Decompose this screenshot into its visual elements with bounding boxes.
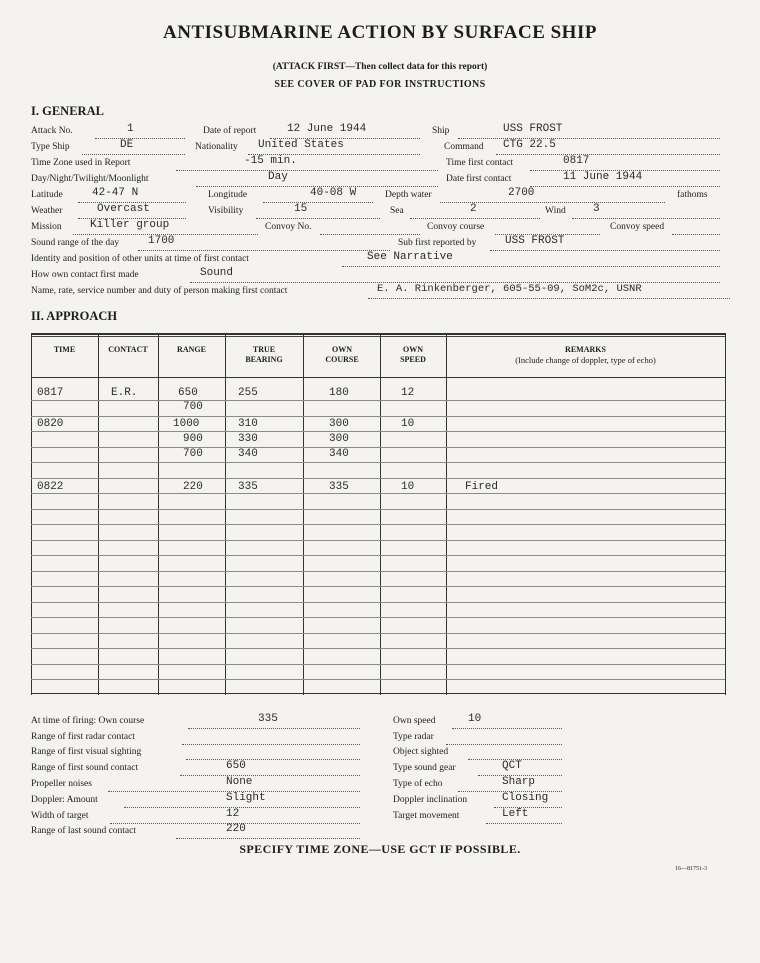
day-night-field[interactable]: Day: [268, 171, 288, 183]
type-radar-label: Type radar: [393, 732, 434, 742]
date-first-contact-field[interactable]: 11 June 1944: [563, 171, 643, 183]
table-cell-bearing: 330: [238, 433, 258, 445]
doppler-inclination-field[interactable]: Closing: [502, 792, 549, 804]
section-approach-heading: II. APPROACH: [31, 309, 118, 323]
type-echo-label: Type of echo: [393, 779, 443, 789]
table-rule: [31, 447, 725, 448]
table-cell-contact: E.R.: [111, 387, 138, 399]
nationality-label: Nationality: [195, 142, 238, 152]
table-rule: [31, 679, 725, 680]
latitude-label: Latitude: [31, 190, 63, 200]
visibility-field[interactable]: 15: [294, 203, 308, 215]
range-last-field[interactable]: 220: [226, 823, 246, 835]
table-cell-range: 900: [183, 433, 203, 445]
fathoms-unit: fathoms: [677, 190, 708, 200]
col-course-header: OWN COURSE: [325, 345, 359, 364]
table-cell-bearing: 255: [238, 387, 258, 399]
depth-water-field[interactable]: 2700: [508, 187, 535, 199]
table-cell-time: 0820: [37, 418, 64, 430]
date-of-report-field[interactable]: 12 June 1944: [287, 123, 367, 135]
table-cell-course: 340: [329, 448, 349, 460]
visibility-label: Visibility: [208, 206, 244, 216]
date-of-report-label: Date of report: [203, 126, 257, 136]
time-first-contact-label: Time first contact: [446, 158, 514, 168]
table-cell-course: 300: [329, 418, 349, 430]
type-ship-label: Type Ship: [31, 142, 70, 152]
table-rule: [31, 571, 725, 572]
time-zone-label: Time Zone used in Report: [31, 158, 131, 168]
table-cell-speed: 10: [401, 418, 415, 430]
table-rule: [31, 602, 725, 603]
table-rule: [31, 540, 725, 541]
col-time-header: TIME: [53, 345, 76, 354]
longitude-field[interactable]: 40-08 W: [310, 187, 357, 199]
command-field[interactable]: CTG 22.5: [503, 139, 556, 151]
col-speed-header: OWN SPEED: [400, 345, 426, 364]
width-target-field[interactable]: 12: [226, 808, 240, 820]
range-sound-label: Range of first sound contact: [31, 763, 139, 773]
table-cell-bearing: 310: [238, 418, 258, 430]
time-zone-field[interactable]: -15 min.: [244, 155, 297, 167]
day-night-label: Day/Night/Twilight/Moonlight: [31, 174, 149, 184]
col-bearing-header: TRUE BEARING: [245, 345, 283, 364]
time-first-contact-field[interactable]: 0817: [563, 155, 590, 167]
convoy-speed-label: Convoy speed: [610, 222, 665, 232]
table-cell-course: 300: [329, 433, 349, 445]
table-cell-speed: 12: [401, 387, 415, 399]
ship-field[interactable]: USS FROST: [503, 123, 563, 135]
identity-position-field[interactable]: See Narrative: [367, 251, 453, 263]
latitude-field[interactable]: 42-47 N: [92, 187, 139, 199]
table-rule: [31, 555, 725, 556]
own-speed-field[interactable]: 10: [468, 713, 482, 725]
sub-first-reported-label: Sub first reported by: [398, 238, 477, 248]
weather-label: Weather: [31, 206, 63, 216]
wind-label: Wind: [545, 206, 566, 216]
table-cell-time: 0817: [37, 387, 64, 399]
type-ship-field[interactable]: DE: [120, 139, 134, 151]
col-range-header: RANGE: [177, 345, 206, 354]
form-number: 16—81751-3: [675, 866, 707, 872]
table-rule: [31, 648, 725, 649]
range-radar-label: Range of first radar contact: [31, 732, 135, 742]
section-general-heading: I. GENERAL: [31, 104, 104, 118]
nationality-field[interactable]: United States: [258, 139, 344, 151]
table-rule: [31, 400, 725, 401]
width-target-label: Width of target: [31, 811, 89, 821]
table-rule: [31, 524, 725, 525]
table-rule: [31, 431, 725, 432]
col-remarks-header: REMARKS: [565, 345, 606, 354]
table-cell-range: 1000: [173, 418, 200, 430]
table-cell-time: 0822: [37, 481, 64, 493]
col-remarks-subheader: (Include change of doppler, type of echo): [515, 355, 656, 365]
mission-field[interactable]: Killer group: [90, 219, 170, 231]
range-visual-label: Range of first visual sighting: [31, 747, 142, 757]
propeller-label: Propeller noises: [31, 779, 92, 789]
table-cell-course: 180: [329, 387, 349, 399]
mission-label: Mission: [31, 222, 62, 232]
propeller-field[interactable]: None: [226, 776, 253, 788]
doppler-amount-field[interactable]: Slight: [226, 792, 266, 804]
own-course-label: At time of firing: Own course: [31, 716, 145, 726]
table-rule: [31, 462, 725, 463]
type-sound-gear-label: Type sound gear: [393, 763, 456, 773]
type-echo-field[interactable]: Sharp: [502, 776, 536, 788]
table-cell-range: 650: [178, 387, 198, 399]
form-instructions: SEE COVER OF PAD FOR INSTRUCTIONS: [274, 79, 486, 90]
identity-position-label: Identity and position of other units at time of first contact: [31, 254, 249, 264]
table-cell-range: 700: [183, 448, 203, 460]
table-cell-range: 220: [183, 481, 203, 493]
attack-no-label: Attack No.: [31, 126, 73, 136]
sea-label: Sea: [390, 206, 404, 216]
type-sound-gear-field[interactable]: QCT: [502, 760, 522, 772]
attack-no-field[interactable]: 1: [127, 123, 134, 135]
ship-label: Ship: [432, 126, 450, 136]
form-title: ANTISUBMARINE ACTION BY SURFACE SHIP: [163, 22, 597, 43]
date-first-contact-label: Date first contact: [446, 174, 512, 184]
table-cell-range: 700: [183, 401, 203, 413]
own-course-field[interactable]: 335: [258, 713, 278, 725]
target-movement-field[interactable]: Left: [502, 808, 529, 820]
wind-field[interactable]: 3: [593, 203, 600, 215]
table-cell-remarks: Fired: [465, 481, 499, 493]
convoy-no-label: Convoy No.: [265, 222, 312, 232]
table-rule: [31, 416, 725, 417]
table-rule: [31, 617, 725, 618]
doppler-inclination-label: Doppler inclination: [393, 795, 468, 805]
command-label: Command: [444, 142, 484, 152]
how-contact-field[interactable]: Sound: [200, 267, 234, 279]
sea-field[interactable]: 2: [470, 203, 477, 215]
table-rule: [31, 493, 725, 494]
form-subtitle: (ATTACK FIRST—Then collect data for this report): [272, 62, 488, 72]
range-sound-field[interactable]: 650: [226, 760, 246, 772]
approach-table: [31, 333, 725, 695]
table-rule: [31, 478, 725, 479]
name-rate-field[interactable]: E. A. Rinkenberger, 605-55-09, SoM2c, USNR: [377, 283, 642, 295]
how-contact-label: How own contact first made: [31, 270, 139, 280]
table-rule: [31, 586, 725, 587]
table-rule: [31, 664, 725, 665]
table-cell-bearing: 340: [238, 448, 258, 460]
convoy-course-label: Convoy course: [427, 222, 485, 232]
sound-range-label: Sound range of the day: [31, 238, 120, 248]
table-rule: [31, 509, 725, 510]
name-rate-label: Name, rate, service number and duty of person making first contact: [31, 286, 288, 296]
sub-first-reported-field[interactable]: USS FROST: [505, 235, 565, 247]
table-cell-course: 335: [329, 481, 349, 493]
footer-note: SPECIFY TIME ZONE—USE GCT IF POSSIBLE.: [239, 842, 521, 856]
doppler-amount-label: Doppler: Amount: [31, 795, 98, 805]
longitude-label: Longitude: [208, 190, 248, 200]
col-contact-header: CONTACT: [108, 345, 148, 354]
table-rule: [31, 633, 725, 634]
depth-water-label: Depth water: [385, 190, 432, 200]
sound-range-field[interactable]: 1700: [148, 235, 175, 247]
own-speed-label: Own speed: [393, 716, 436, 726]
target-movement-label: Target movement: [393, 811, 460, 821]
object-sighted-label: Object sighted: [393, 747, 449, 757]
table-cell-bearing: 335: [238, 481, 258, 493]
table-cell-speed: 10: [401, 481, 415, 493]
weather-field[interactable]: Overcast: [97, 203, 150, 215]
range-last-label: Range of last sound contact: [31, 826, 137, 836]
